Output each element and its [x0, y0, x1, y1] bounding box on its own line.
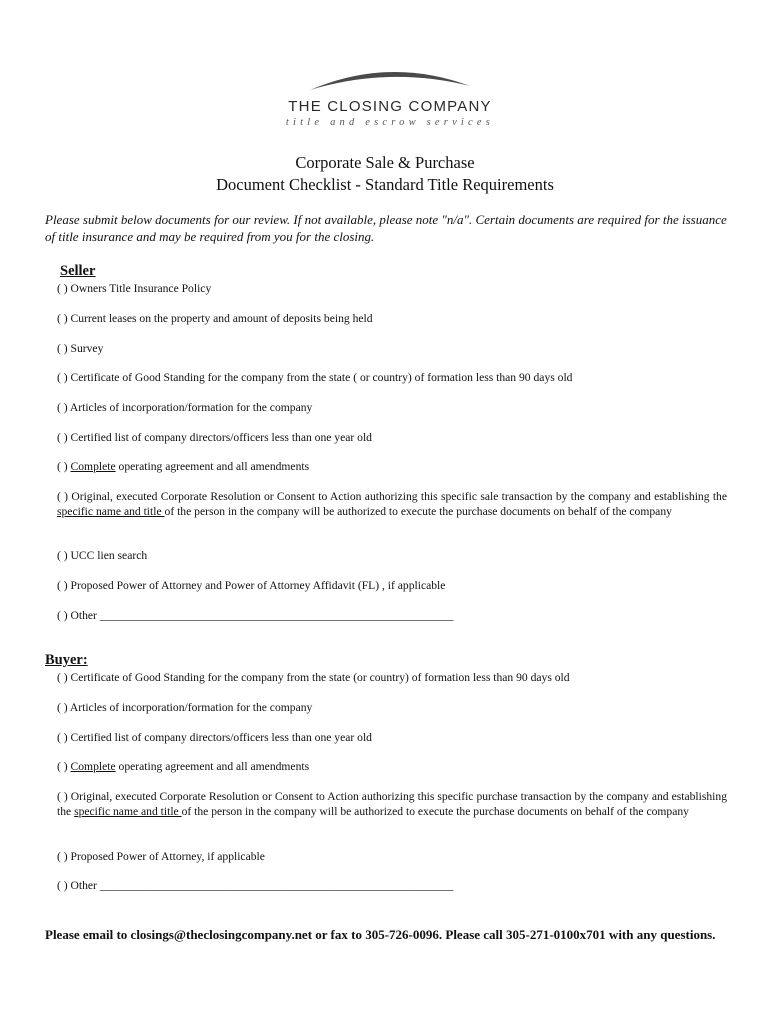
- buyer-item-good-standing: ( ) Certificate of Good Standing for the company from the state (or country) of formation less than 90 days old: [57, 671, 570, 684]
- item-text: of the person in the company will be authorized to execute the purchase documents on behalf of the company: [164, 505, 672, 518]
- seller-item-articles: ( ) Articles of incorporation/formation for the company: [57, 401, 313, 414]
- document-subtitle: Document Checklist - Standard Title Requirements: [216, 175, 554, 194]
- seller-item-good-standing: ( ) Certificate of Good Standing for the company from the state ( or country) of formation less than 90 days old: [57, 371, 573, 384]
- logo-arc-icon: [308, 62, 472, 92]
- contact-footer: Please email to closings@theclosingcompany.net or fax to 305-726-0096. Please call 305-271-0100x701 with any questions.: [45, 927, 716, 942]
- logo-tagline: title and escrow services: [285, 117, 495, 128]
- underlined-phrase: specific name and title: [74, 805, 182, 818]
- seller-item-leases: ( ) Current leases on the property and amount of deposits being held: [57, 312, 373, 325]
- underlined-phrase: specific name and title: [57, 505, 165, 518]
- company-logo: [270, 62, 510, 132]
- item-text: ( ) Original, executed Corporate Resolution or Consent to Action authorizing this specific purchase transaction by the company and establishing the: [57, 790, 727, 818]
- item-text: operating agreement and all amendments: [115, 760, 310, 773]
- buyer-item-operating-agreement: [57, 759, 727, 774]
- checkbox-text: ( ): [57, 760, 71, 773]
- item-text: operating agreement and all amendments: [115, 460, 310, 473]
- underlined-word: Complete: [70, 760, 116, 773]
- buyer-item-power-of-attorney: ( ) Proposed Power of Attorney, if applicable: [57, 850, 265, 863]
- item-text: ( ) Original, executed Corporate Resolution or Consent to Action authorizing this specific sale transaction by the company and establishing the: [57, 490, 727, 503]
- seller-item-power-of-attorney: ( ) Proposed Power of Attorney and Power of Attorney Affidavit (FL) , if applicable: [57, 579, 446, 592]
- seller-item-title-policy: ( ) Owners Title Insurance Policy: [57, 282, 212, 295]
- document-title: Corporate Sale & Purchase: [295, 153, 475, 172]
- buyer-item-other: ( ) Other _____________________________________________________________: [57, 879, 454, 892]
- seller-heading: Seller: [60, 263, 96, 279]
- buyer-item-articles: ( ) Articles of incorporation/formation for the company: [57, 701, 313, 714]
- seller-item-ucc-search: ( ) UCC lien search: [57, 549, 148, 562]
- buyer-item-directors-list: ( ) Certified list of company directors/officers less than one year old: [57, 731, 372, 744]
- seller-item-resolution: [57, 489, 727, 519]
- seller-item-operating-agreement: [57, 459, 727, 474]
- buyer-heading: Buyer:: [45, 652, 88, 668]
- item-text: of the person in the company will be authorized to execute the purchase documents on behalf of the company: [181, 805, 689, 818]
- seller-item-survey: ( ) Survey: [57, 342, 104, 355]
- seller-item-directors-list: ( ) Certified list of company directors/officers less than one year old: [57, 431, 372, 444]
- checkbox-text: ( ): [57, 460, 71, 473]
- intro-paragraph: Please submit below documents for our review. If not available, please note "n/a". Certain documents are required for the issuance of title insurance and may be required from you for the closing.: [45, 212, 727, 244]
- underlined-word: Complete: [70, 460, 116, 473]
- logo-company-name: THE CLOSING COMPANY: [288, 98, 492, 115]
- seller-item-other: ( ) Other _____________________________________________________________: [57, 609, 454, 622]
- buyer-item-resolution: [57, 789, 727, 819]
